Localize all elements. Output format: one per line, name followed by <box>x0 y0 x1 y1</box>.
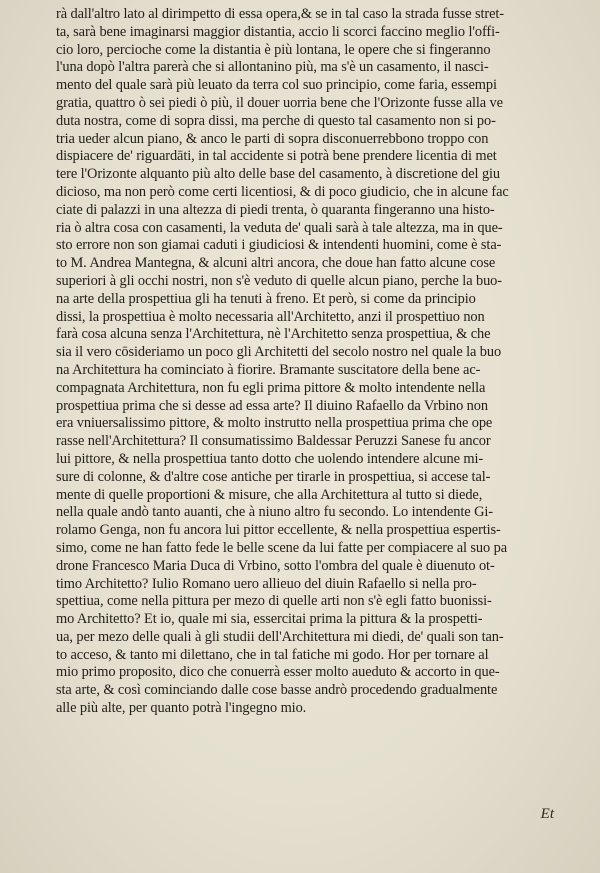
text-line: nella quale andò tanto auanti, che à niuno altro fu secondo. Lo intendente Gi- <box>56 504 493 521</box>
text-line: l'una dopò l'altra parerà che si allontanino più, ma s'è un casamento, il nasci- <box>56 59 489 76</box>
text-line: tere l'Orizonte alquanto più alto delle base del casamento, à discretione del giu <box>56 166 501 183</box>
text-line: ciate di palazzi in una altezza di piedi trenta, ò quaranta fingeranno una histo- <box>56 201 495 218</box>
text-line: era vniuersalissimo pittore, & molto instrutto nella prospettiua prima che ope <box>56 415 493 432</box>
text-line: prospettiua prima che si desse ad essa arte? Il diuino Rafaello da Vrbino non <box>56 397 488 414</box>
text-line: timo Architetto? Iulio Romano uero allieuo del diuin Rafaello si nella pro- <box>56 575 477 592</box>
text-line: duta nostra, come di sopra dissi, ma perche di questo tal casamento non si po- <box>56 112 496 129</box>
body-text <box>56 6 578 718</box>
text-line: superiori à gli occhi nostri, non s'è veduto di quelle alcun piano, perche la buo- <box>56 272 502 289</box>
text-line: to acceso, & tanto mi dilettano, che in tal fatiche mi godo. Hor per tornare al <box>56 646 489 663</box>
text-line: gratia, quattro ò sei piedi ò più, il douer uorria bene che l'Orizonte fusse alla ve <box>56 94 503 111</box>
text-line: drone Francesco Maria Duca di Vrbino, sotto l'ombra del quale è diuenuto ot- <box>56 557 495 574</box>
text-line: spettiua, come nella pittura per mezo di quelle arti non s'è egli fatto buonissi- <box>56 593 492 610</box>
text-line: rasse nell'Architettura? Il consumatissimo Baldessar Peruzzi Sanese fu ancor <box>56 433 491 450</box>
text-line: mio primo proposito, dico che conuerrà esser molto aueduto & accorto in que- <box>56 664 500 681</box>
text-line: ta, sarà bene imaginarsi maggior distantia, accio li scorci faccino meglio l'offi- <box>56 23 500 40</box>
text-line: na Architettura ha cominciato à fiorire. Bramante suscitatore della bene ac- <box>56 361 481 378</box>
text-line: simo, come ne han fatto fede le belle scene da lui fatte per compiacere al suo pa <box>56 539 507 556</box>
text-line: dispiacere de' riguardāti, in tal accidente si potrà bene prendere licentia di met <box>56 148 497 165</box>
text-line: farà cosa alcuna senza l'Architettura, nè l'Architetto senza prospettiua, & che <box>56 326 491 343</box>
text-line: sta arte, & così cominciando dalle cose basse andrò procedendo gradualmente <box>56 682 498 699</box>
text-line: tria ueder alcun piano, & anco le parti di sopra disconuerrebbono troppo con <box>56 130 489 147</box>
text-line: cio loro, percioche come la distantia è più lontana, le opere che si fingeranno <box>56 41 491 58</box>
catchword: Et <box>540 806 554 822</box>
text-line: sure di colonne, & d'altre cose antiche per tirarle in prospettiua, si accese tal- <box>56 468 491 485</box>
text-line: ria ò altra cosa con casamenti, la veduta de' quali sarà à tale altezza, ma in que- <box>56 219 503 236</box>
text-line: compagnata Architettura, non fu egli prima pittore & molto intendente nella <box>56 379 486 396</box>
text-line: sto errore non son giamai caduti i giudiciosi & intendenti huomini, come è sta- <box>56 237 502 254</box>
text-line: dissi, la prospettiua è molto necessaria all'Architetto, anzi il prospettiuo non <box>56 308 485 325</box>
text-line: lui pittore, & nella prospettiua tanto dotto che uolendo intendere alcune mi- <box>56 450 484 467</box>
text-line: ua, per mezo delle quali à gli studii dell'Architettura mi diedi, de' quali son tan- <box>56 628 504 645</box>
text-line: mento del quale sarà più leuato da terra col suo principio, come faria, essempi <box>56 77 497 94</box>
text-line: na arte della prospettiua gli ha tenuti à freno. Et però, si come da principio <box>56 290 476 307</box>
text-line: to M. Andrea Mantegna, & alcuni altri ancora, che doue han fatto alcune cose <box>56 255 496 272</box>
text-line: rolamo Genga, non fu ancora lui pittor eccellente, & nella prospettiua espertis- <box>56 522 501 539</box>
text-line: alle più alte, per quanto potrà l'ingegno mio. <box>56 700 307 717</box>
text-line: dicioso, ma non però come certi licentiosi, & di poco giudicio, che in alcune fac <box>56 183 509 200</box>
text-line: mo Architetto? Et io, quale mi sia, essercitai prima la pittura & la prospetti- <box>56 611 483 628</box>
text-line: sia il vero cōsideriamo un poco gli Architetti del secolo nostro nel quale la buo <box>56 344 502 361</box>
text-line: rà dall'altro lato al dirimpetto di essa opera,& se in tal caso la strada fusse stret- <box>56 6 504 22</box>
text-line: mente di quelle proportioni & misure, che alla Architettura al tutto si diede, <box>56 486 483 503</box>
